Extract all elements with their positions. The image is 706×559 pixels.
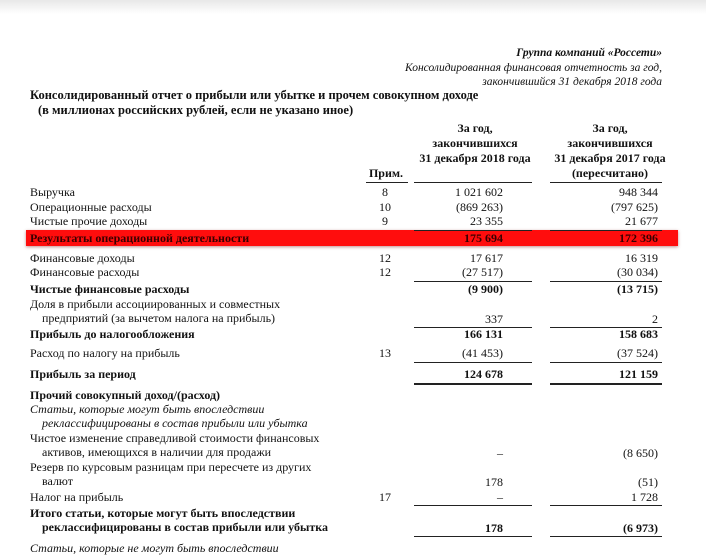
row-value-2018: 337 bbox=[485, 312, 503, 326]
subtotal-rule-2017 bbox=[550, 505, 662, 506]
subtotal-rule-2018 bbox=[414, 362, 532, 363]
row-value-2017: (51) bbox=[638, 475, 658, 489]
subtotal-rule-2018 bbox=[414, 536, 532, 537]
row-value-2018: (869 263) bbox=[456, 200, 503, 214]
row-value-2018: (41 453) bbox=[462, 346, 503, 360]
row-value-2017: 948 344 bbox=[619, 185, 658, 199]
row-value-2017: (6 973) bbox=[623, 521, 658, 535]
row-value-2017: 121 159 bbox=[619, 367, 658, 381]
row-value-2018: 178 bbox=[485, 521, 503, 535]
col-2017-header: За год, закончившихся 31 декабря 2017 года (пересчитано) bbox=[554, 121, 666, 180]
header-rule-2018 bbox=[414, 182, 532, 183]
subsection-heading: Статьи, которые могут быть впоследствии bbox=[30, 402, 265, 416]
row-note: 8 bbox=[382, 185, 388, 199]
row-value-2018: – bbox=[497, 490, 503, 504]
row-value-2017: 16 319 bbox=[625, 251, 658, 265]
subsection-heading-continued: реклассифицированы в состав прибыли или убытка bbox=[42, 416, 308, 430]
report-subtitle-line2: закончившийся 31 декабря 2018 года bbox=[482, 76, 662, 88]
header-rule-2017 bbox=[550, 182, 662, 183]
row-label: Расход по налогу на прибыль bbox=[30, 346, 180, 360]
row-note: 12 bbox=[379, 251, 391, 265]
row-value-2018: 178 bbox=[485, 475, 503, 489]
row-note: 12 bbox=[379, 265, 391, 279]
row-value-2018: – bbox=[497, 446, 503, 460]
header-rule-note bbox=[366, 182, 408, 183]
row-value-2017: 21 677 bbox=[625, 214, 658, 228]
col-2018-header: За год, закончившихся 31 декабря 2018 года bbox=[419, 121, 531, 165]
total-double-rule-2018 bbox=[414, 383, 532, 385]
row-label: Прибыль за период bbox=[30, 367, 136, 381]
row-label: Налог на прибыль bbox=[30, 490, 124, 504]
row-value-2018-highlighted: 175 694 bbox=[464, 231, 503, 245]
row-label: Доля в прибыли ассоциированных и совместных bbox=[30, 297, 281, 311]
company-name: Группа компаний «Россети» bbox=[516, 47, 662, 59]
row-label: Чистое изменение справедливой стоимости финансовых bbox=[30, 431, 320, 445]
subsection-heading: Статьи, которые не могут быть впоследствии bbox=[30, 541, 279, 555]
statement-title: Консолидированный отчет о прибыли или убытке и прочем совокупном доходе bbox=[30, 88, 479, 102]
row-label-continued: предприятий (за вычетом налога на прибыль) bbox=[42, 311, 276, 325]
row-label: Чистые финансовые расходы bbox=[30, 282, 190, 296]
row-value-2018: 124 678 bbox=[464, 367, 503, 381]
row-value-2018: 23 355 bbox=[470, 214, 503, 228]
row-value-2017: 2 bbox=[652, 312, 658, 326]
row-value-2018: (9 900) bbox=[468, 282, 503, 296]
row-value-2018: 1 021 602 bbox=[455, 185, 503, 199]
row-value-2018: 166 131 bbox=[464, 327, 503, 341]
row-value-2017: (37 524) bbox=[617, 346, 658, 360]
row-value-2017: (8 650) bbox=[623, 446, 658, 460]
section-heading: Прочий совокупный доход/(расход) bbox=[30, 388, 221, 402]
row-label-continued: реклассифицированы в состав прибыли или убытка bbox=[42, 520, 328, 534]
row-value-2017: (30 034) bbox=[617, 265, 658, 279]
row-label: Выручка bbox=[30, 185, 75, 199]
row-note: 9 bbox=[382, 214, 388, 228]
row-label: Итого статьи, которые могут быть впоследствии bbox=[30, 506, 296, 520]
row-label: Операционные расходы bbox=[30, 200, 152, 214]
total-double-rule-2017 bbox=[550, 383, 662, 385]
row-label-highlighted: Результаты операционной деятельности bbox=[30, 231, 250, 245]
row-value-2017: 1 728 bbox=[631, 490, 658, 504]
row-value-2017: (797 625) bbox=[611, 200, 658, 214]
subtotal-rule-2018 bbox=[414, 505, 532, 506]
row-value-2017-highlighted: 172 396 bbox=[619, 231, 658, 245]
row-value-2018: 17 617 bbox=[470, 251, 503, 265]
statement-units: (в миллионах российских рублей, если не указано иное) bbox=[38, 103, 354, 117]
row-label-continued: активов, имеющихся в наличии для продажи bbox=[42, 445, 272, 459]
subtotal-rule-2017 bbox=[550, 536, 662, 537]
row-value-2017: (13 715) bbox=[617, 282, 658, 296]
row-note: 13 bbox=[379, 346, 391, 360]
row-label: Чистые прочие доходы bbox=[30, 214, 148, 228]
row-label: Финансовые доходы bbox=[30, 251, 135, 265]
row-value-2018: (27 517) bbox=[462, 265, 503, 279]
row-note: 17 bbox=[379, 490, 391, 504]
subtotal-rule-2017 bbox=[550, 362, 662, 363]
row-note: 10 bbox=[379, 200, 391, 214]
row-label: Финансовые расходы bbox=[30, 265, 140, 279]
row-label: Резерв по курсовым разницам при пересчете из других bbox=[30, 460, 312, 474]
report-subtitle-line1: Консолидированная финансовая отчетность за год, bbox=[405, 62, 662, 74]
row-label: Прибыль до налогообложения bbox=[30, 327, 195, 341]
scan-top-shadow bbox=[0, 0, 706, 14]
row-value-2017: 158 683 bbox=[619, 327, 658, 341]
col-note-header: Прим. bbox=[368, 166, 404, 180]
row-label-continued: валют bbox=[42, 474, 73, 488]
